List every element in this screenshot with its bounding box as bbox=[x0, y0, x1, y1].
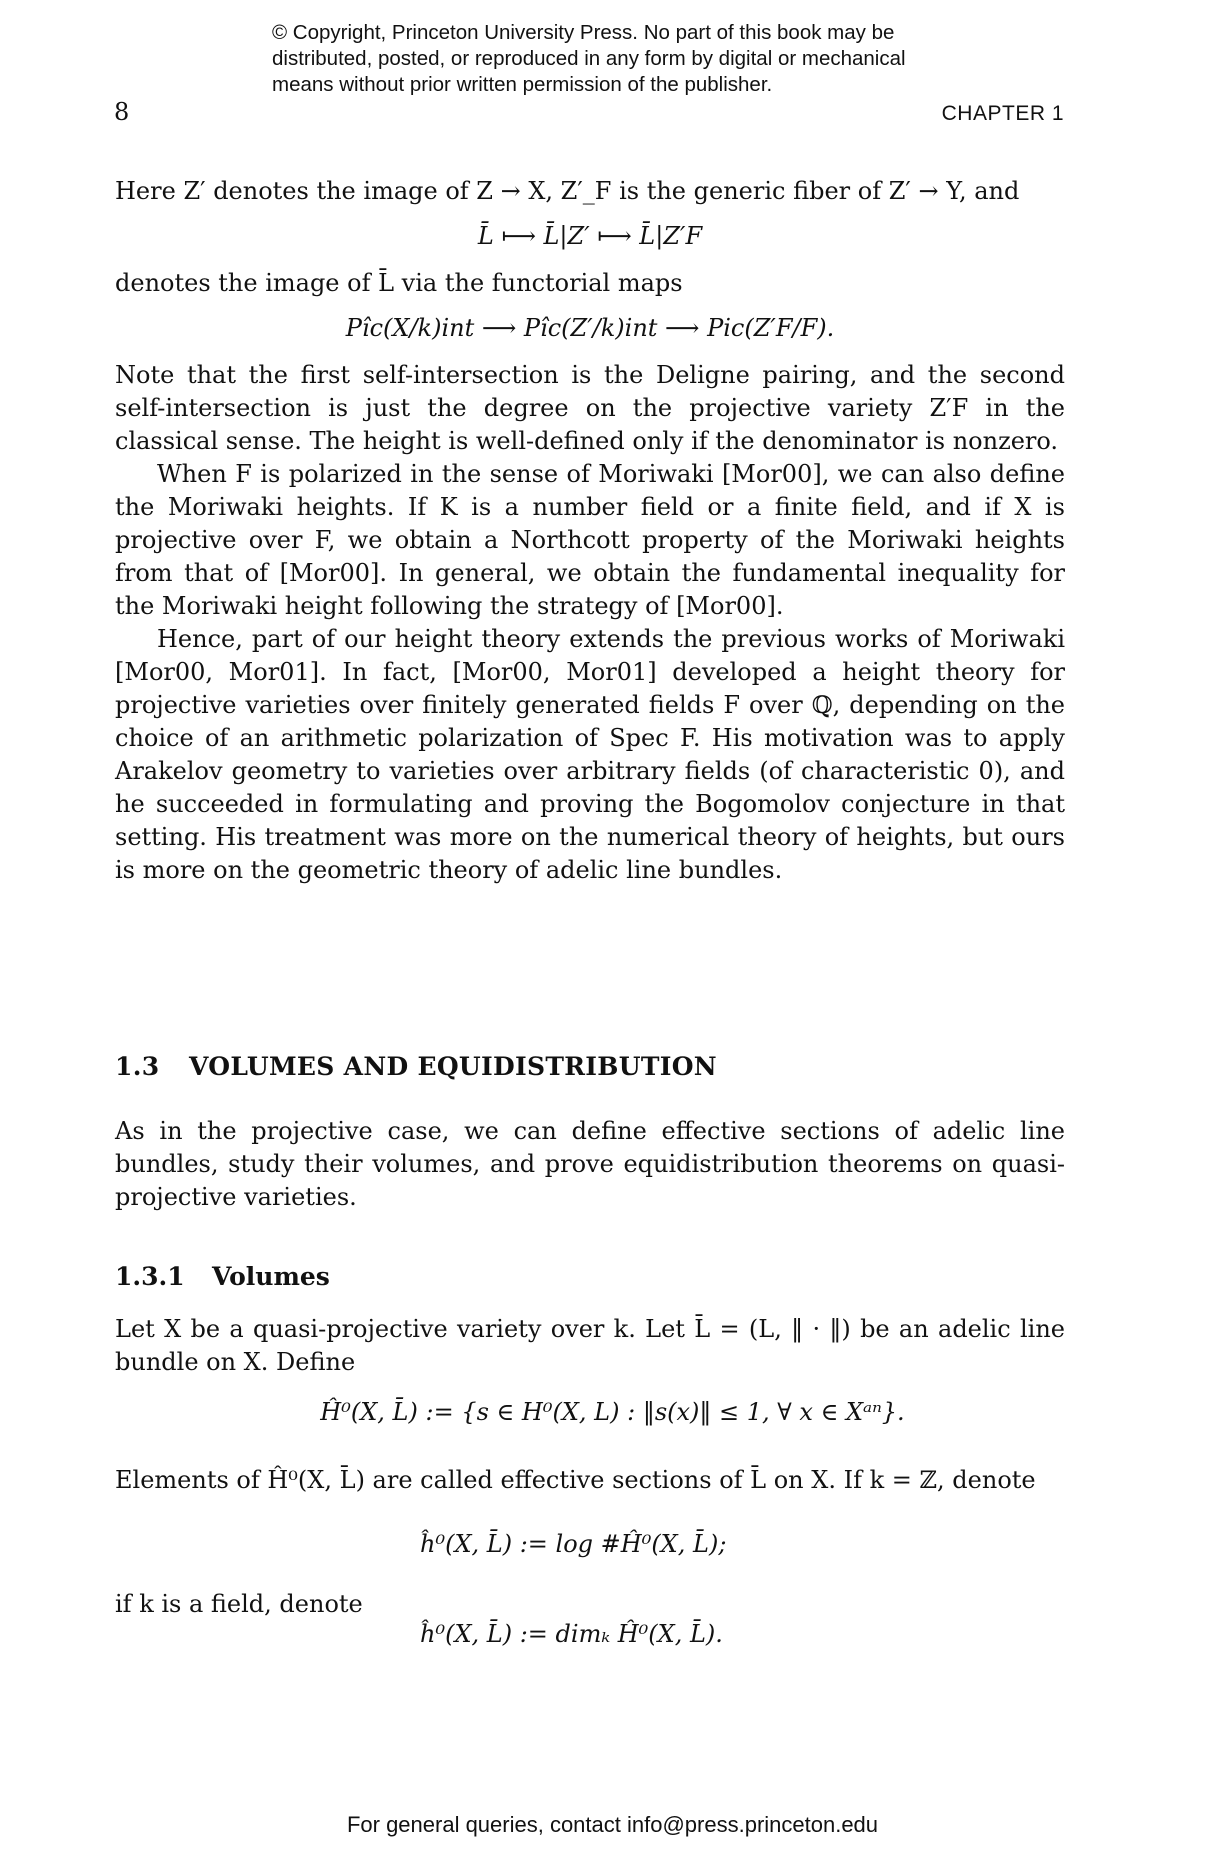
section-text bbox=[115, 1115, 1065, 1214]
copyright-line: means without prior written permission of the publisher. bbox=[272, 73, 773, 96]
paragraph: Hence, part of our height theory extends the previous works of Moriwaki [Mor00, Mor01]. In fact, [Mor00, Mor01] developed a height theory for projective varieties over finitely generated fields F over ℚ, depending on the choice of an arithmetic polarization of Spec F. His motivation was to apply Arakelov geometry to varieties over arbitrary fields (of characteristic 0), and he succeeded in formulating and proving the Bogomolov conjecture in that setting. His treatment was more on the numerical theory of heights, but ours is more on the geometric theory of adelic line bundles. bbox=[115, 625, 1065, 884]
main-text bbox=[115, 175, 1065, 887]
copyright-notice bbox=[272, 20, 992, 98]
paragraph: Note that the first self-intersection is the Deligne pairing, and the second self-intersection is just the degree on the projective variety Z′F in the classical sense. The height is well-defined only if the denominator is nonzero. bbox=[115, 361, 1065, 455]
paragraph: Elements of Ĥ⁰(X, L̄) are called effective sections of L̄ on X. If k = ℤ, denote bbox=[115, 1466, 1036, 1494]
copyright-line: © Copyright, Princeton University Press. No part of this book may be bbox=[272, 21, 895, 44]
equation: Ĥ⁰(X, L̄) := {s ∈ H⁰(X, L) : ‖s(x)‖ ≤ 1, ∀ x ∈ Xᵃⁿ}. bbox=[320, 1398, 905, 1426]
paragraph: denotes the image of L̄ via the functorial maps bbox=[115, 269, 683, 297]
equation: Pîc(X/k)int ⟶ Pîc(Z′/k)int ⟶ Pic(Z′F/F). bbox=[345, 314, 835, 342]
equation: L̄ ⟼ L̄|Z′ ⟼ L̄|Z′F bbox=[477, 222, 703, 250]
subsection-heading bbox=[115, 1262, 330, 1291]
equation: ĥ⁰(X, L̄) := log #Ĥ⁰(X, L̄); bbox=[420, 1530, 727, 1558]
paragraph: Here Z′ denotes the image of Z → X, Z′_F is the generic fiber of Z′ → Y, and bbox=[115, 177, 1020, 205]
page-number: 8 bbox=[114, 98, 130, 126]
paragraph: When F is polarized in the sense of Moriwaki [Mor00], we can also define the Moriwaki heights. If K is a number field or a finite field, and if X is projective over F, we obtain a Northcott property of the Moriwaki heights from that of [Mor00]. In general, we obtain the fundamental inequality for the Moriwaki height following the strategy of [Mor00]. bbox=[115, 460, 1065, 620]
copyright-line: distributed, posted, or reproduced in any form by digital or mechanical bbox=[272, 47, 906, 70]
section-title: VOLUMES AND EQUIDISTRIBUTION bbox=[189, 1052, 717, 1081]
equation: ĥ⁰(X, L̄) := dimₖ Ĥ⁰(X, L̄). bbox=[420, 1620, 723, 1648]
footer-contact: For general queries, contact info@press.princeton.edu bbox=[346, 1812, 879, 1837]
subsection-title: Volumes bbox=[212, 1262, 330, 1291]
paragraph: As in the projective case, we can define effective sections of adelic line bundles, study their volumes, and prove equidistribution theorems on quasi-projective varieties. bbox=[115, 1117, 1065, 1211]
section-number: 1.3 bbox=[115, 1052, 160, 1081]
subsection-text bbox=[115, 1313, 1065, 1379]
paragraph: Let X be a quasi-projective variety over k. Let L̄ = (L, ‖ · ‖) be an adelic line bundle on X. Define bbox=[115, 1315, 1065, 1376]
paragraph: if k is a field, denote bbox=[115, 1590, 363, 1618]
subsection-number: 1.3.1 bbox=[115, 1262, 185, 1291]
section-heading bbox=[115, 1052, 717, 1081]
chapter-label: CHAPTER 1 bbox=[941, 102, 1064, 125]
